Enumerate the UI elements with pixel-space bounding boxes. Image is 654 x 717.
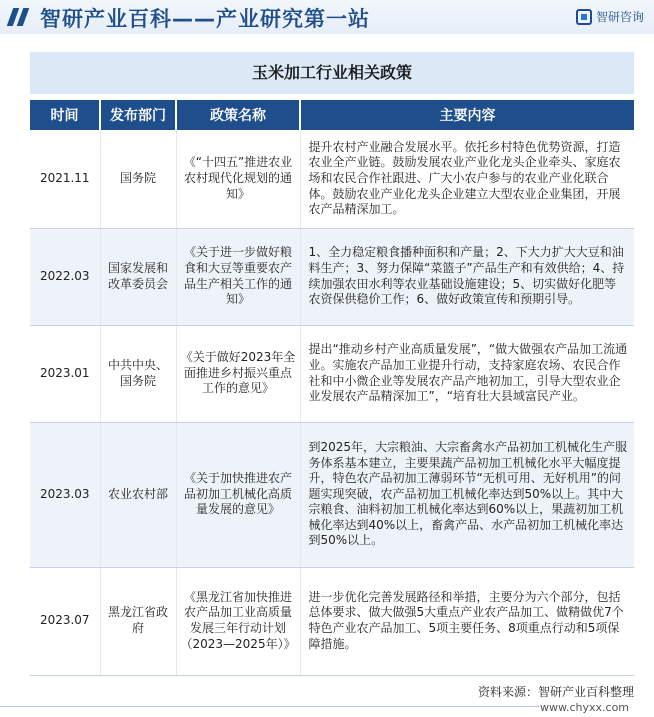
footer-divider (0, 706, 540, 707)
table-row (30, 228, 634, 325)
cell-department: 中共中央、国务院 (100, 325, 176, 422)
cell-department: 国务院 (100, 130, 176, 228)
cell-date: 2023.03 (30, 422, 100, 567)
table-row (30, 325, 634, 422)
cell-content: 进一步优化完善发展路径和举措，主要分为六个部分，包括总体要求、做大做强5大重点产业农产品加工、做精做优7个特色产业农产品加工、5项主要任务、8项重点行动和5项保障措施。 (300, 567, 634, 675)
brand[interactable] (576, 8, 644, 25)
cell-date: 2023.01 (30, 325, 100, 422)
column-header-department: 发布部门 (100, 100, 176, 130)
policy-table (30, 100, 634, 676)
table-row (30, 130, 634, 228)
cell-content: 提升农村产业融合发展水平。依托乡村特色优势资源，打造农业全产业链。鼓励发展农业产业化龙头企业牵头、家庭农场和农民合作社跟进、广大小农户参与的农业产业化联合体。鼓励农业产业化龙头企业建立大型农业企业集团，开展农产品精深加工。 (300, 130, 634, 228)
cell-date: 2021.11 (30, 130, 100, 228)
table-title: 玉米加工行业相关政策 (30, 52, 634, 94)
cell-department: 国家发展和改革委员会 (100, 228, 176, 325)
column-header-content: 主要内容 (300, 100, 634, 130)
header-decoration (17, 8, 30, 26)
site-url[interactable]: www.chyxx.com (540, 701, 630, 714)
cell-date: 2023.07 (30, 567, 100, 675)
cell-content: 提出“推动乡村产业高质量发展”，“做大做强农产品加工流通业。实施农产品加工业提升行动，支持家庭农场、农民合作社和中小微企业等发展农产品产地初加工，引导大型农业企业发展农产品精深加工”，“培育壮大县域富民产业。 (300, 325, 634, 422)
cell-department: 黑龙江省政府 (100, 567, 176, 675)
table-row (30, 422, 634, 567)
cell-policy: 《关于进一步做好粮食和大豆等重要农产品生产相关工作的通知》 (176, 228, 300, 325)
column-header-policy: 政策名称 (176, 100, 300, 130)
table-row (30, 567, 634, 675)
cell-content: 到2025年，大宗粮油、大宗畜禽水产品初加工机械化生产服务体系基本建立，主要果蔬产品初加工机械化水平大幅度提升，特色农产品初加工薄弱环节“无机可用、无好机用”的问题实现突破，农产品初加工机械化率达到50%以上。其中大宗粮食、油料初加工机械化率达到60%以上，果蔬初加工机械化率达到40%以上，畜禽产品、水产品初加工机械化率达到50%以上。 (300, 422, 634, 567)
table-header-row (30, 100, 634, 130)
cell-policy: 《黑龙江省加快推进农产品加工业高质量发展三年行动计划（2023—2025年）》 (176, 567, 300, 675)
page-header (0, 0, 654, 34)
column-header-date: 时间 (30, 100, 100, 130)
brand-name: 智研咨询 (595, 10, 644, 24)
cell-policy: 《关于做好2023年全面推进乡村振兴重点工作的意见》 (176, 325, 300, 422)
cell-content: 1、全力稳定粮食播种面积和产量；2、下大力扩大大豆和油料生产；3、努力保障“菜篮子”产品生产和有效供给；4、持续加强农田水利等农业基础设施建设；5、切实做好化肥等农资保供稳价工作；6、做好政策宣传和预期引导。 (300, 228, 634, 325)
cell-policy: 《“十四五”推进农业农村现代化规划的通知》 (176, 130, 300, 228)
cell-department: 农业农村部 (100, 422, 176, 567)
cell-policy: 《关于加快推进农产品初加工机械化高质量发展的意见》 (176, 422, 300, 567)
header-title: 智研产业百科——产业研究第一站 (40, 7, 370, 31)
cell-date: 2022.03 (30, 228, 100, 325)
brand-logo-icon (576, 9, 592, 25)
source-note: 资料来源：智研产业百科整理 (478, 685, 635, 699)
